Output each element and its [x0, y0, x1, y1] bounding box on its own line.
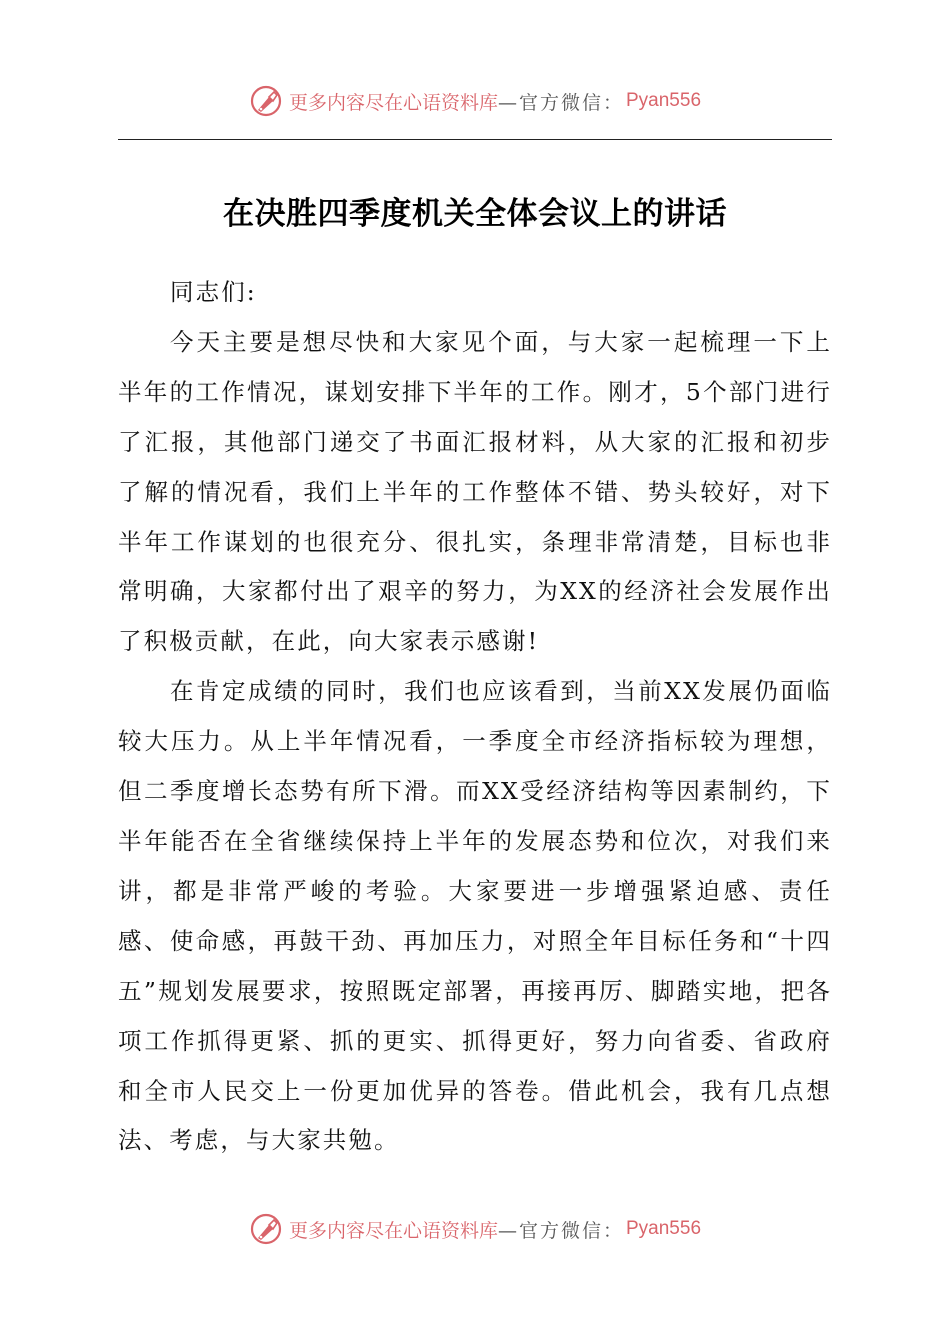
body-paragraph: 今天主要是想尽快和大家见个面，与大家一起梳理一下上半年的工作情况，谋划安排下半年的工作。刚才，5个部门进行了汇报，其他部门递交了书面汇报材料，从大家的汇报和初步了解的情况看，我们上半年的工作整体不错、势头较好，对下半年工作谋划的也很充分、很扎实，条理非常清楚，目标也非常明确，大家都付出了艰辛的努力，为XX的经济社会发展作出了积极贡献，在此，向大家表示感谢!	[118, 327, 832, 656]
banner-main-text: 更多内容尽在心语资料库	[288, 1219, 498, 1242]
header-divider	[118, 139, 832, 140]
banner-text	[289, 88, 701, 115]
banner-wechat-id: Pyan556	[626, 1218, 702, 1239]
banner-sub-text: —官方微信：	[497, 1219, 624, 1242]
document-title: 在决胜四季度机关全体会议上的讲话	[223, 196, 727, 232]
banner-main-text: 更多内容尽在心语资料库	[288, 91, 498, 114]
footer-banner	[0, 1212, 950, 1246]
salutation: 同志们:	[170, 278, 257, 306]
banner-wechat-id: Pyan556	[626, 90, 702, 111]
banner-text	[289, 1216, 701, 1243]
header-banner	[0, 84, 950, 118]
body-paragraph: 在肯定成绩的同时，我们也应该看到，当前XX发展仍面临较大压力。从上半年情况看，一季度全市经济指标较为理想，但二季度增长态势有所下滑。而XX受经济结构等因素制约，下半年能否在全省继续保持上半年的发展态势和位次，对我们来讲，都是非常严峻的考验。大家要进一步增强紧迫感、责任感、使命感，再鼓干劲、再加压力，对照全年目标任务和“十四五”规划发展要求，按照既定部署，再接再厉、脚踏实地，把各项工作抓得更紧、抓的更实、抓得更好，努力向省委、省政府和全市人民交上一份更加优异的答卷。借此机会，我有几点想法、考虑，与大家共勉。	[118, 677, 832, 1155]
document-body	[118, 268, 832, 1166]
banner-sub-text: —官方微信：	[497, 91, 624, 114]
pen-nib-circle-logo-icon	[249, 1212, 283, 1246]
pen-nib-circle-logo-icon	[249, 84, 283, 118]
